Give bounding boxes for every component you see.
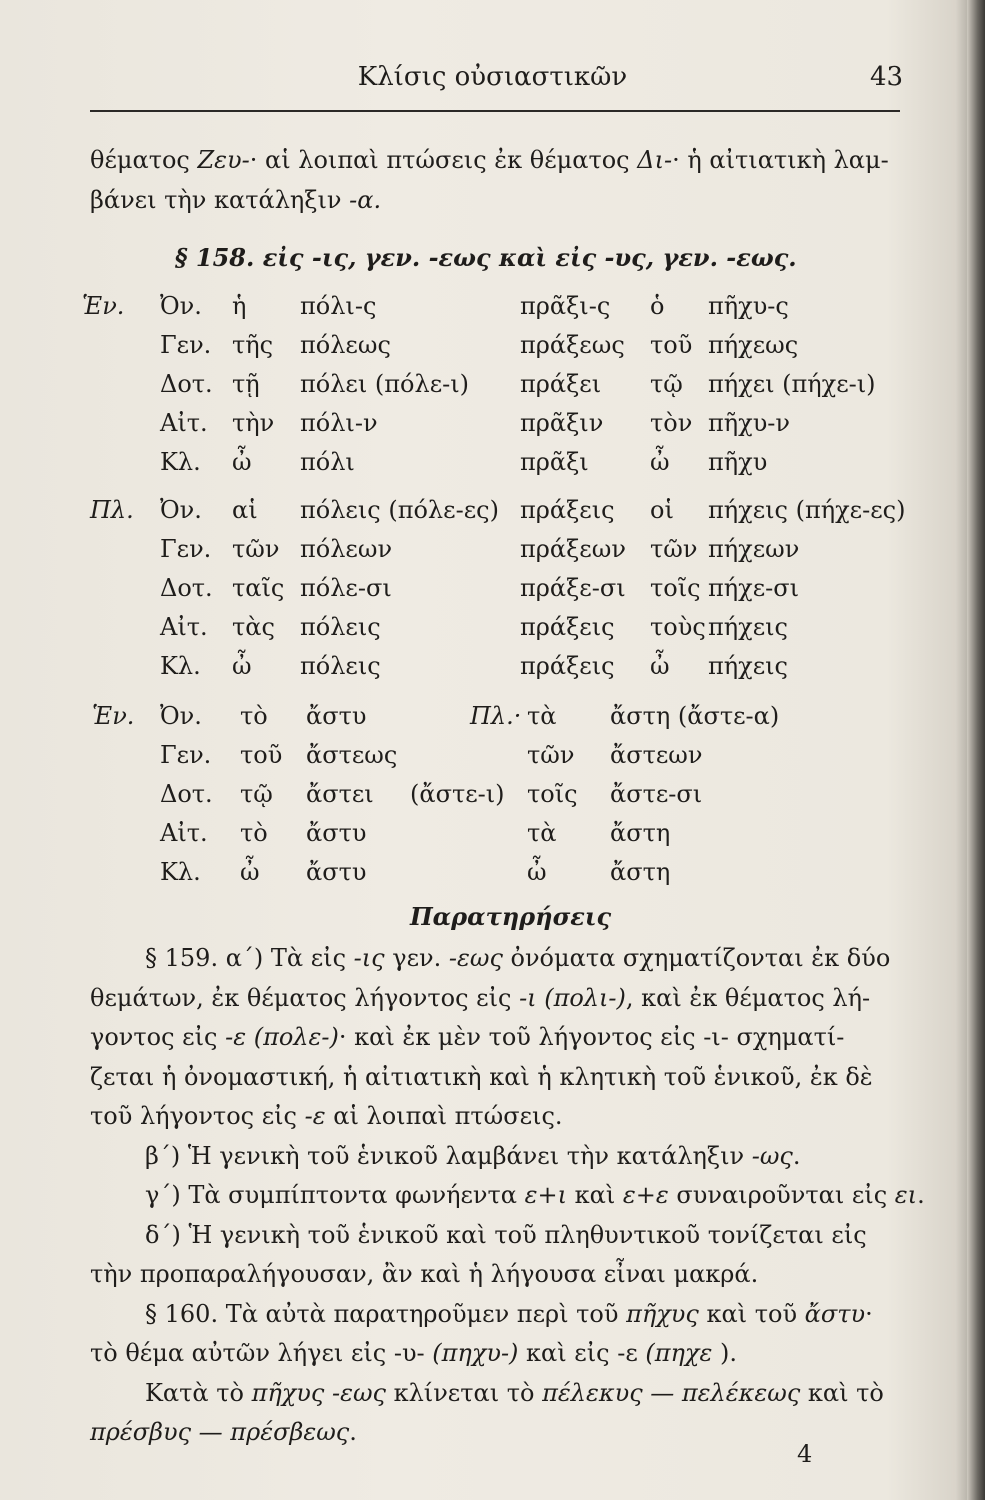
text: ὀνόματα σχηματίζονται ἐκ δύο (502, 944, 891, 972)
contraction: (ἄστε-ι) (410, 780, 505, 808)
remarks-line (145, 1300, 873, 1328)
noun-pechys: πήχεως (708, 331, 799, 359)
text: θέματος (90, 146, 198, 174)
text: καὶ τοῦ (698, 1299, 805, 1328)
noun-asty: ἄστυ (306, 858, 367, 886)
remarks-heading: Παρατηρήσεις (410, 902, 612, 931)
number-label-plural: Πλ.· (470, 702, 522, 730)
text: Δι- (637, 146, 673, 174)
article: τοῖς (650, 574, 701, 602)
noun-polis: πόλι-ς (300, 292, 377, 320)
text: · (865, 1299, 873, 1328)
article: τὰς (232, 613, 275, 641)
case-label: Αἰτ. (160, 819, 208, 847)
article: ὦ (527, 858, 547, 886)
text: θεμάτων, ἐκ θέματος λήγοντος εἰς (90, 983, 520, 1012)
remarks-line (90, 1418, 357, 1446)
noun-pechys: πῆχυ (708, 448, 768, 476)
noun-polis: πόλεως (300, 331, 391, 359)
noun-asty: ἄστυ (306, 702, 367, 730)
header-rule (90, 110, 900, 112)
case-label: Ὀν. (160, 702, 202, 730)
case-label: Ὀν. (160, 292, 202, 320)
noun-polis: πόλει (πόλε-ι) (300, 370, 470, 398)
case-label: Δοτ. (160, 370, 213, 398)
text: γοντος εἰς (90, 1023, 226, 1051)
text: Ζευ- (197, 146, 250, 174)
case-label: Γεν. (160, 535, 212, 563)
noun-praxis: πρᾶξιν (520, 409, 604, 437)
noun-polis: πόλι-ν (300, 409, 378, 437)
noun-polis: πόλι (300, 448, 355, 476)
number-label-singular: Ἑν. (82, 292, 125, 320)
article: τῶν (527, 741, 575, 769)
noun-polis: πόλε-σι (300, 574, 392, 602)
text: -εως (448, 944, 503, 972)
noun-pechys: πήχεις (708, 652, 788, 680)
text: ἄστυ (804, 1299, 866, 1328)
running-header: Κλίσις οὐσιαστικῶν (357, 62, 628, 92)
text: βάνει τὴν κατάληξιν (90, 186, 350, 214)
text: ει (894, 1181, 918, 1209)
text: · καὶ ἐκ μὲν τοῦ λήγοντος εἰς -ι- σχηματί- (338, 1023, 845, 1051)
noun-praxis: πράξεων (520, 535, 626, 563)
noun-praxis: πράξεις (520, 613, 615, 641)
text: -α. (349, 186, 382, 214)
case-label: Δοτ. (160, 574, 213, 602)
case-label: Δοτ. (160, 780, 213, 808)
article: οἱ (650, 496, 674, 524)
text: -ις (353, 944, 385, 972)
article: τοῦ (650, 331, 693, 359)
article: ταῖς (232, 574, 285, 602)
text: § 160. Τὰ αὐτὰ παρατηροῦμεν περὶ τοῦ (145, 1299, 627, 1328)
noun-asty: ἄστυ (306, 819, 367, 847)
text: . (349, 1418, 357, 1446)
article: ὦ (232, 652, 252, 680)
text: πρέσβυς — πρέσβεως (90, 1418, 350, 1446)
case-label: Κλ. (160, 858, 201, 886)
article: τὴν (232, 409, 275, 437)
article: τὸ (240, 819, 268, 847)
remarks-line (145, 1181, 925, 1209)
case-label: Γεν. (160, 331, 212, 359)
article: ὁ (650, 292, 665, 320)
text: πέλεκυς — πελέκεως (542, 1378, 801, 1407)
remarks-line (90, 1102, 563, 1130)
remarks-line (90, 1023, 844, 1051)
text: Κατὰ τὸ (145, 1378, 252, 1407)
section-158-heading: § 158. εἰς -ις, γεν. -εως καὶ εἰς -υς, γεν. -εως. (175, 243, 797, 272)
text: καὶ εἰς -ε (518, 1339, 646, 1367)
intro-line-2 (90, 186, 381, 214)
remarks-line (145, 1379, 884, 1407)
noun-polis: πόλεις (300, 613, 381, 641)
noun-polis: πόλεις (300, 652, 381, 680)
text: . (792, 1141, 801, 1170)
number-label-plural: Πλ. (90, 496, 134, 524)
page-edge (967, 0, 985, 1500)
remarks-line: ζεται ἡ ὀνομαστική, ἡ αἰτιατικὴ καὶ ἡ κλητικὴ τοῦ ἑνικοῦ, ἐκ δὲ (90, 1062, 873, 1091)
noun-pechys: πῆχυ-ς (708, 292, 789, 320)
article: αἱ (232, 496, 258, 524)
page-number: 43 (870, 62, 904, 92)
noun-praxis: πράξεις (520, 496, 615, 524)
remarks-line (145, 944, 890, 972)
text: β΄) Ἡ γενικὴ τοῦ ἑνικοῦ λαμβάνει τὴν κατάληξιν (145, 1141, 752, 1170)
noun-asty: ἄστεως (306, 741, 398, 769)
text: κλίνεται τὸ (385, 1378, 543, 1407)
text: συναιροῦνται εἰς (668, 1181, 895, 1209)
noun-praxis: πρᾶξι (520, 448, 589, 476)
noun-pechys: πήχεων (708, 535, 800, 563)
noun-asty-plural: ἄστη (610, 858, 671, 886)
text: ε+ε (622, 1181, 669, 1209)
article: τῶν (232, 535, 280, 563)
noun-asty-plural: ἄστη (ἄστε-α) (610, 702, 780, 730)
noun-pechys: πήχε-σι (708, 574, 800, 602)
article: ὦ (650, 448, 670, 476)
text: -ε (304, 1102, 326, 1130)
case-label: Κλ. (160, 448, 201, 476)
article: τὰ (527, 819, 557, 847)
remarks-line (90, 984, 870, 1012)
remarks-line: δ΄) Ἡ γενικὴ τοῦ ἑνικοῦ καὶ τοῦ πληθυντικοῦ τονίζεται εἰς (145, 1220, 867, 1249)
text: (πηχε (645, 1339, 713, 1367)
text: , καὶ ἐκ θέματος λή- (625, 983, 871, 1012)
noun-pechys: πήχει (πήχε-ι) (708, 370, 876, 398)
noun-asty: ἄστει (306, 780, 374, 808)
text: ε+ι (524, 1181, 568, 1209)
text: αἱ λοιπαὶ πτώσεις. (325, 1102, 563, 1130)
intro-line-1 (90, 146, 889, 174)
text: πῆχυς (626, 1299, 699, 1328)
remarks-line (90, 1339, 737, 1367)
article: τοὺς (650, 613, 706, 641)
noun-praxis: πρᾶξι-ς (520, 292, 611, 320)
noun-pechys: πήχεις (πήχε-ες) (708, 496, 906, 524)
case-label: Ὀν. (160, 496, 202, 524)
article: τὸν (650, 409, 693, 437)
remarks-line (145, 1142, 801, 1170)
text: ). (712, 1339, 737, 1367)
noun-polis: πόλεων (300, 535, 393, 563)
noun-praxis: πράξει (520, 370, 602, 398)
signature-mark: 4 (797, 1440, 813, 1468)
article: τὸ (240, 702, 268, 730)
article: τῆς (232, 331, 274, 359)
text: -ως (751, 1141, 793, 1170)
noun-praxis: πράξε-σι (520, 574, 626, 602)
article: τοῦ (240, 741, 283, 769)
text: · αἱ λοιπαὶ πτώσεις ἐκ θέματος (249, 146, 638, 174)
text: -ι (πολι-) (519, 983, 626, 1012)
text: γεν. (384, 944, 449, 972)
text: § 159. α΄) Τὰ εἰς (145, 944, 354, 972)
article: τῶν (650, 535, 698, 563)
article: τῷ (240, 780, 273, 808)
article: τὰ (527, 702, 557, 730)
article: τῇ (232, 370, 260, 398)
text: (πηχυ-) (432, 1339, 519, 1367)
case-label: Κλ. (160, 652, 201, 680)
article: ἡ (232, 292, 247, 320)
article: ὦ (650, 652, 670, 680)
article: τοῖς (527, 780, 578, 808)
text: γ΄) Τὰ συμπίπτοντα φωνήεντα (145, 1181, 525, 1209)
article: τῷ (650, 370, 683, 398)
noun-pechys: πήχεις (708, 613, 788, 641)
article: ὦ (232, 448, 252, 476)
noun-pechys: πῆχυ-ν (708, 409, 790, 437)
noun-praxis: πράξεις (520, 652, 615, 680)
noun-asty-plural: ἄστεων (610, 741, 703, 769)
text: καὶ τὸ (800, 1378, 884, 1407)
noun-praxis: πράξεως (520, 331, 625, 359)
text: καὶ (567, 1181, 623, 1209)
text: . (917, 1181, 925, 1209)
article: ὦ (240, 858, 260, 886)
noun-asty-plural: ἄστε-σι (610, 780, 703, 808)
case-label: Γεν. (160, 741, 212, 769)
case-label: Αἰτ. (160, 409, 208, 437)
text: τὸ θέμα αὐτῶν λήγει εἰς -υ- (90, 1339, 433, 1367)
remarks-line: τὴν προπαραλήγουσαν, ἂν καὶ ἡ λήγουσα εἶναι μακρά. (90, 1260, 759, 1288)
case-label: Αἰτ. (160, 613, 208, 641)
text: τοῦ λήγοντος εἰς (90, 1102, 305, 1130)
text: -ε (πολε-) (225, 1023, 339, 1051)
text: · ἡ αἰτιατικὴ λαμ- (672, 146, 889, 174)
text: πῆχυς -εως (251, 1378, 386, 1407)
number-label-singular: Ἑν. (92, 702, 135, 730)
noun-asty-plural: ἄστη (610, 819, 671, 847)
noun-polis: πόλεις (πόλε-ες) (300, 496, 499, 524)
